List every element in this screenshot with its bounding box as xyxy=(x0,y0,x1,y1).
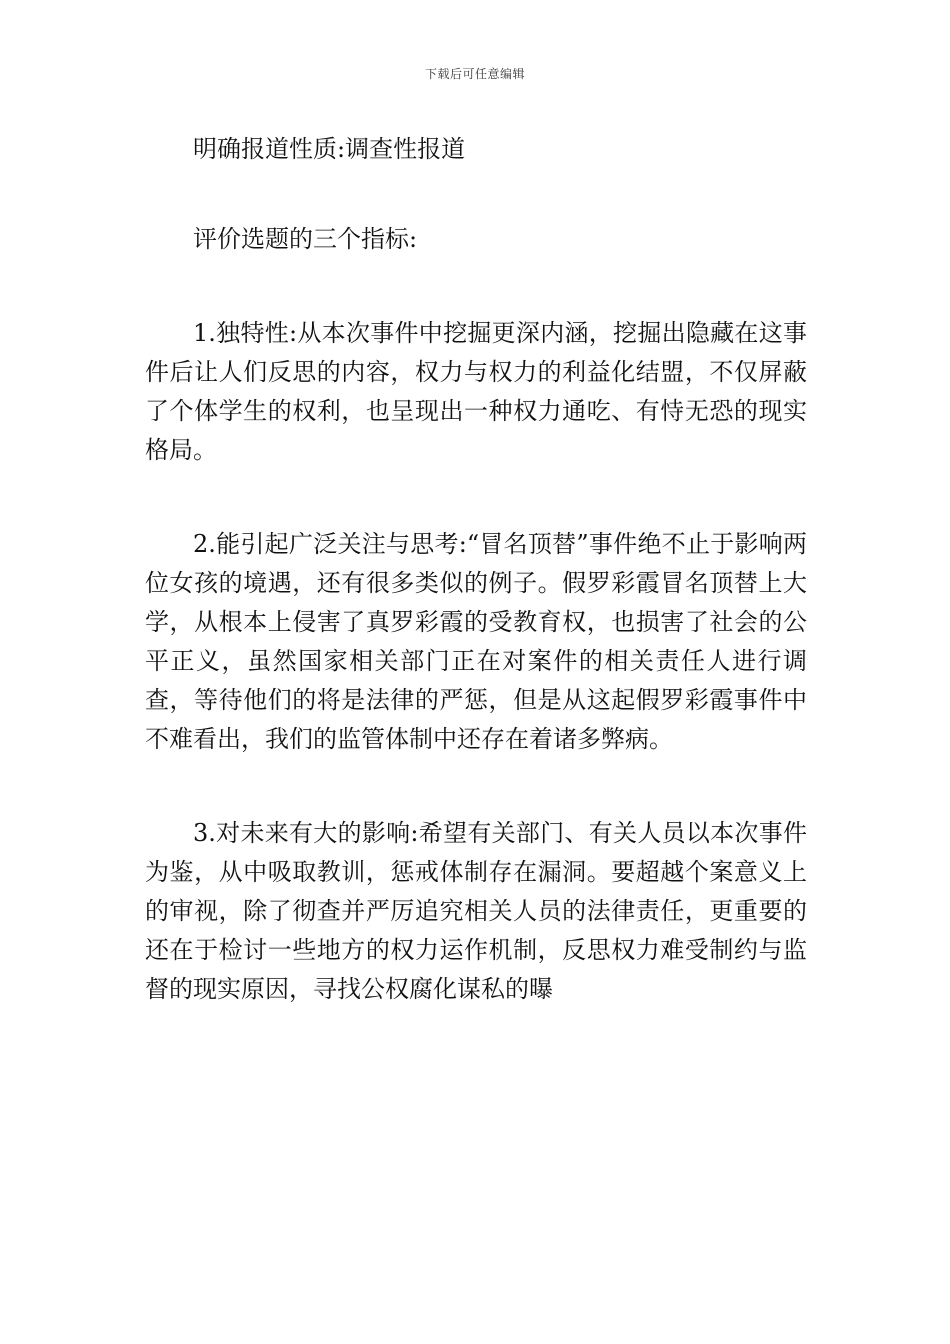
document-body xyxy=(145,130,807,1009)
criterion-future-impact: 3.对未来有大的影响:希望有关部门、有关人员以本次事件为鉴，从中吸取教训，惩戒体制存在漏洞。要超越个案意义上的审视，除了彻查并严厉追究相关人员的法律责任，更重要的还在于检讨一些地方的权力运作机制，反思权力难受制约与监督的现实原因，寻找公权腐化谋私的曝 xyxy=(145,819,807,1003)
page-header: 下载后可任意编辑 xyxy=(424,67,525,81)
criterion-broad-attention: 2.能引起广泛关注与思考:“冒名顶替”事件绝不止于影响两位女孩的境遇，还有很多类似的例子。假罗彩霞冒名顶替上大学，从根本上侵害了真罗彩霞的受教育权，也损害了社会的公平正义，虽然国家相关部门正在对案件的相关责任人进行调查，等待他们的将是法律的严惩，但是从这起假罗彩霞事件中不难看出，我们的监管体制中还存在着诸多弊病。 xyxy=(145,530,807,753)
report-nature-line: 明确报道性质:调查性报道 xyxy=(193,135,466,163)
evaluation-criteria-heading: 评价选题的三个指标: xyxy=(193,225,418,253)
criterion-uniqueness: 1.独特性:从本次事件中挖掘更深内涵，挖掘出隐藏在这事件后让人们反思的内容，权力与权力的利益化结盟，不仅屏蔽了个体学生的权利，也呈现出一种权力通吃、有恃无恐的现实格局。 xyxy=(145,319,807,464)
